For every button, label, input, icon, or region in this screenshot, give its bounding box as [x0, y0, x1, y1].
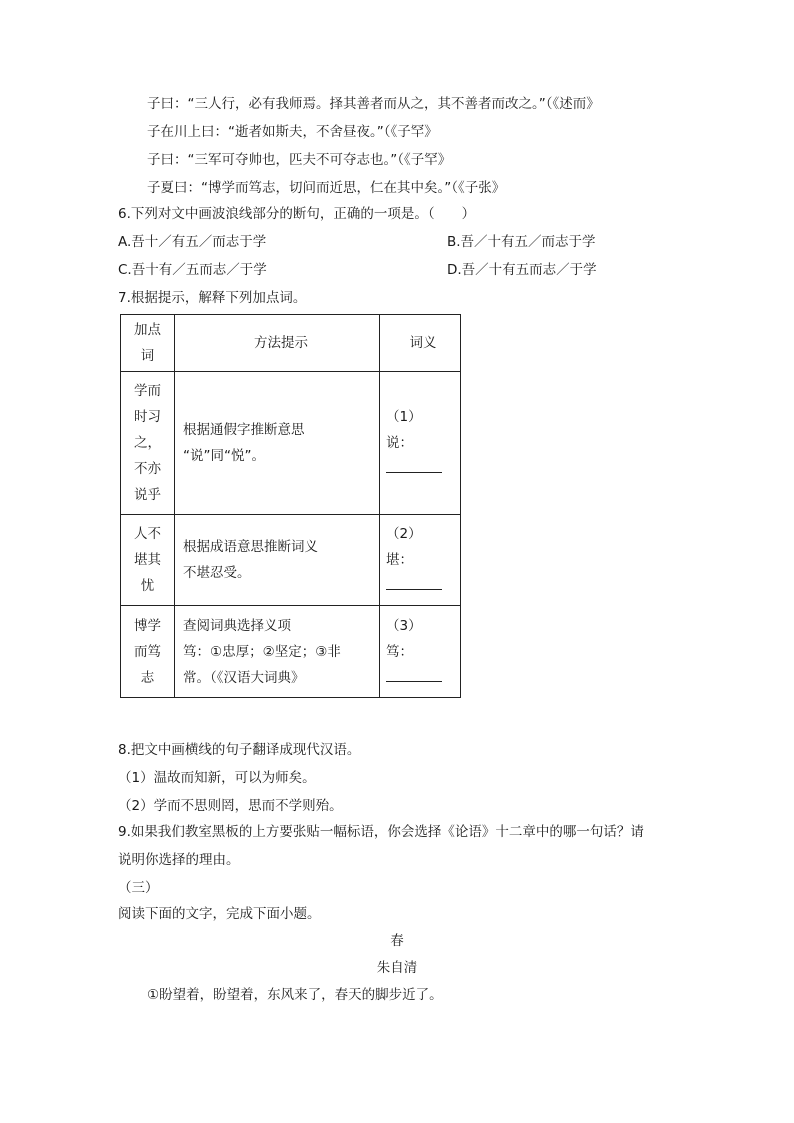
article-paragraph-1: ①盼望着，盼望着，东风来了，春天的脚步近了。 — [147, 987, 443, 1003]
quote-3: 子曰：“三军可夺帅也，匹夫不可夺志也。”（《子罕》 — [147, 152, 452, 168]
header-hint: 方法提示 — [175, 315, 380, 372]
table-row — [121, 372, 461, 515]
question-9-line-2: 说明你选择的理由。 — [118, 852, 240, 868]
quote-1: 子曰：“三人行，必有我师焉。择其善者而从之，其不善者而改之。”（《述而》 — [147, 96, 600, 112]
row-word: 博学而笃志 — [121, 606, 175, 698]
table-row — [121, 606, 461, 698]
question-8-stem: 8.把文中画横线的句子翻译成现代汉语。 — [118, 742, 361, 758]
answer-blank[interactable] — [386, 458, 442, 473]
row-meaning: （1） 说： — [380, 372, 461, 515]
header-meaning: 词义 — [380, 315, 461, 372]
hint-table — [120, 314, 461, 698]
header-word: 加点词 — [121, 315, 175, 372]
option-a: A.吾十／有五／而志于学 — [118, 234, 267, 250]
option-d: D.吾／十有五而志／于学 — [447, 262, 597, 278]
answer-blank[interactable] — [386, 575, 442, 590]
question-8-item-1: （1）温故而知新，可以为师矣。 — [118, 770, 316, 786]
row-hint: 根据成语意思推断词义 不堪忍受。 — [175, 515, 380, 606]
question-7-stem: 7.根据提示，解释下列加点词。 — [118, 290, 307, 306]
row-hint: 查阅词典选择义项 笃：①忠厚；②坚定；③非 常。（《汉语大词典》 — [175, 606, 380, 698]
option-c: C.吾十有／五而志／于学 — [118, 262, 267, 278]
answer-blank[interactable] — [386, 667, 442, 682]
question-6-stem: 6.下列对文中画波浪线部分的断句，正确的一项是。（ ） — [118, 206, 476, 222]
quote-4: 子夏曰：“博学而笃志，切问而近思，仁在其中矣。”（《子张》 — [147, 180, 506, 196]
row-word: 学而时习之，不亦说乎 — [121, 372, 175, 515]
option-b: B.吾／十有五／而志于学 — [447, 234, 596, 250]
table-header-row — [121, 315, 461, 372]
question-8-item-2: （2）学而不思则罔，思而不学则殆。 — [118, 798, 343, 814]
row-meaning: （2） 堪： — [380, 515, 461, 606]
row-meaning: （3） 笃： — [380, 606, 461, 698]
article-title: 春 — [390, 933, 404, 949]
table-row — [121, 515, 461, 606]
section-label: （三） — [118, 880, 159, 896]
quote-2: 子在川上曰：“逝者如斯夫，不舍昼夜。”（《子罕》 — [147, 124, 438, 140]
article-author: 朱自清 — [376, 960, 418, 976]
question-9-line-1: 9.如果我们教室黑板的上方要张贴一幅标语，你会选择《论语》十二章中的哪一句话？请 — [118, 824, 644, 840]
row-word: 人不堪其忧 — [121, 515, 175, 606]
row-hint: 根据通假字推断意思 “说”同“悦”。 — [175, 372, 380, 515]
section-instruction: 阅读下面的文字，完成下面小题。 — [118, 906, 321, 922]
